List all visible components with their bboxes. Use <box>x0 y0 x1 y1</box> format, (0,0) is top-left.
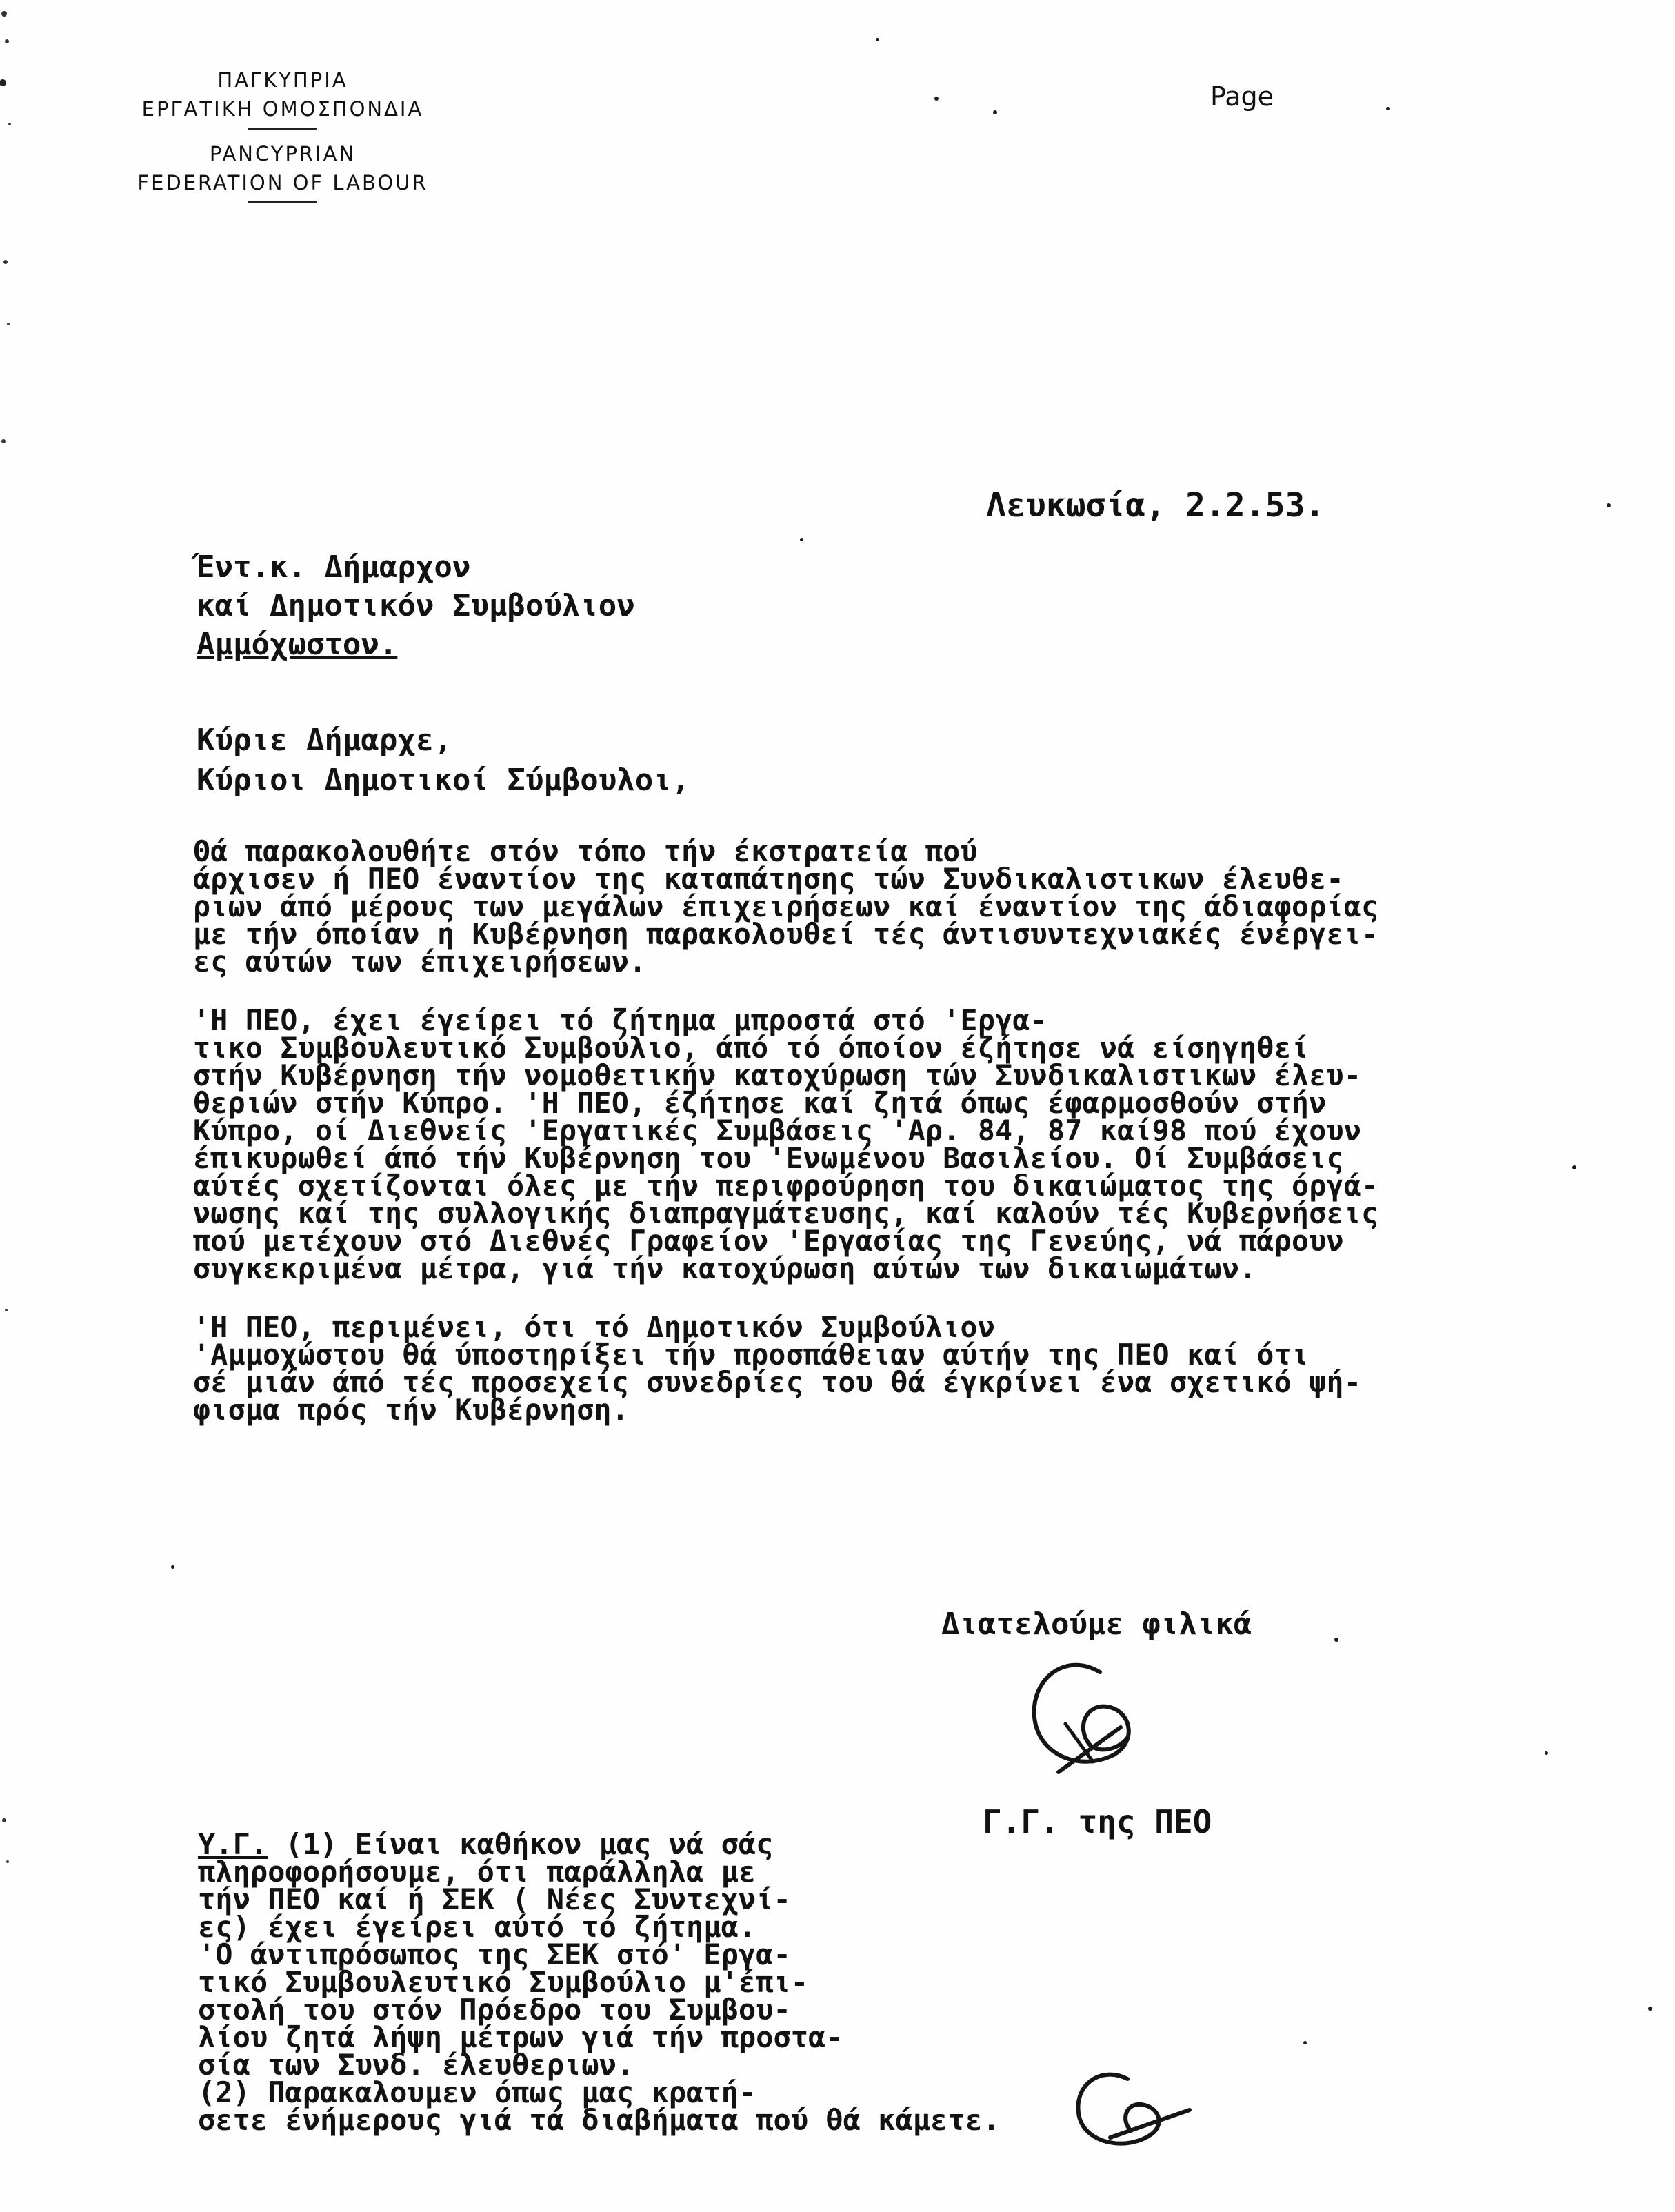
initials-mark <box>1062 2062 1193 2158</box>
postscript-first-line <box>198 1827 1000 1861</box>
page-mark: Page <box>1210 81 1274 112</box>
postscript-line: ες) έχει έγείρει αύτό τό ζήτημα. <box>198 1910 756 1944</box>
letter-body <box>193 834 1379 1427</box>
date-line: Λευκωσία, 2.2.53. <box>986 486 1325 525</box>
scan-edge-noise <box>0 0 28 2212</box>
signatory-title: Γ.Γ. της ΠΕΟ <box>983 1803 1212 1840</box>
body-line: 'Αμμοχώστου θά ύποστηρίξει τήν προσπάθειαν αύτήν της ΠΕΟ καί ότι <box>193 1338 1310 1371</box>
scan-speck <box>876 38 879 41</box>
scan-speck <box>800 538 803 541</box>
closing-phrase: Διατελούμε φιλικά <box>941 1607 1252 1642</box>
letterhead <box>90 66 476 213</box>
scan-speck <box>171 1565 174 1569</box>
letterhead-greek-line1: ΠΑΓΚΥΠΡΙΑ <box>217 68 348 92</box>
signature-mark <box>1017 1651 1155 1782</box>
body-line: ριων άπό μέρους των μεγάλων έπιχειρήσεων καί έναντίον της άδιαφορίας <box>193 889 1379 923</box>
scan-speck <box>1607 503 1611 507</box>
body-line: θεριών στήν Κύπρο. 'Η ΠΕΟ, έζήτησε καί ζητά όπως έφαρμοσθούν στήν <box>193 1086 1327 1120</box>
postscript-line: τικό Συμβουλευτικό Συμβούλιο μ'έπι- <box>198 1965 809 1999</box>
body-line: 'Η ΠΕΟ, έχει έγείρει τό ζήτημα μπροστά στό 'Εργα- <box>193 1003 1047 1037</box>
postscript-line: σετε ένήμερους γιά τά διαβήματα πού θά κάμετε. <box>198 2103 1001 2137</box>
body-line: Κύπρο, οί Διεθνείς 'Εργατικές Συμβάσεις 'Αρ. 84, 87 καί98 πού έχουν <box>193 1114 1362 1147</box>
salutation <box>197 721 690 801</box>
scan-speck <box>1648 2007 1652 2011</box>
body-line: Θά παρακολουθήτε στόν τόπο τήν έκστρατεία πού <box>193 834 978 868</box>
postscript-line: τήν ΠΕΟ καί ή ΣΕΚ ( Νέες Συντεχνί- <box>198 1882 791 1916</box>
postscript-line: σία των Συνδ. έλευθεριων. <box>198 2048 634 2082</box>
postscript-line: πληροφορήσουμε, ότι παράλληλα με <box>198 1855 756 1889</box>
letterhead-greek-line2: ΕΡΓΑΤΙΚΗ ΟΜΟΣΠΟΝΔΙΑ <box>141 97 424 121</box>
body-line: νωσης καί της συλλογικής διαπραγμάτευσης, καί καλούν τές Κυβερνήσεις <box>193 1196 1379 1230</box>
postscript <box>198 1827 1001 2137</box>
body-line: άρχισεν ή ΠΕΟ έναντίον της καταπάτησης τών Συνδικαλιστικων έλευθε- <box>193 862 1344 896</box>
body-paragraph-1 <box>193 834 1379 978</box>
scan-speck <box>934 97 939 101</box>
letterhead-english-line2: FEDERATION OF LABOUR <box>137 171 428 194</box>
body-line: πού μετέχουν στό Διεθνές Γραφείον 'Εργασίας της Γενεύης, νά πάρουν <box>193 1224 1344 1258</box>
recipient-line3: Αμμόχωστον. <box>197 627 398 662</box>
postscript-line: λίου ζητά λήψη μέτρων γιά τήν προστα- <box>198 2020 843 2054</box>
body-line: ες αύτών των έπιχειρήσεων. <box>193 945 647 978</box>
recipient-line2: καί Δημοτικόν Συμβούλιον <box>197 588 635 623</box>
scan-speck <box>1572 1165 1576 1169</box>
scan-speck <box>1303 2041 1307 2044</box>
salutation-line1: Κύριε Δήμαρχε, <box>197 723 452 758</box>
recipient-line1: Έντ.κ. Δήμαρχον <box>197 550 471 585</box>
body-paragraph-2 <box>193 1003 1379 1285</box>
body-line: με τήν όποίαν η Κυβέρνηση παρακολουθεί τές άντισυντεχνιακές ένέργει- <box>193 917 1379 951</box>
postscript-line: (2) Παρακαλουμεν όπως μας κρατή- <box>198 2075 756 2109</box>
body-paragraph-3 <box>193 1310 1378 1427</box>
body-line: αύτές σχετίζονται όλες με τήν περιφρούρηση του δικαιώματος της όργά- <box>193 1169 1379 1203</box>
postscript-line: 'Ο άντιπρόσωπος της ΣΕΚ στό' Εργα- <box>198 1938 791 1971</box>
postscript-label: Υ.Γ. <box>198 1827 268 1861</box>
body-line: στήν Κυβέρνηση τήν νομοθετικήν κατοχύρωση τών Συνδικαλιστικων έλευ- <box>193 1058 1362 1092</box>
body-line: σέ μιάν άπό τές προσεχείς συνεδρίες του θά έγκρίνει ένα σχετικό ψή- <box>193 1365 1362 1399</box>
scan-speck <box>993 110 997 114</box>
letterhead-divider-bottom <box>248 201 317 203</box>
body-line: 'Η ΠΕΟ, περιμένει, ότι τό Δημοτικόν Συμβούλιον <box>193 1310 996 1344</box>
salutation-line2: Κύριοι Δημοτικοί Σύμβουλοι, <box>197 763 690 798</box>
scan-speck <box>1545 1751 1548 1755</box>
body-line: τικο Συμβουλευτικό Συμβούλιο, άπό τό όποίον έζήτησε νά είσηγηθεί <box>193 1031 1310 1065</box>
scan-speck <box>1386 107 1390 110</box>
body-line: φισμα πρός τήν Κυβέρνηση. <box>193 1393 630 1427</box>
letterhead-english-line1: PANCYPRIAN <box>209 142 357 165</box>
body-line: συγκεκριμένα μέτρα, γιά τήν κατοχύρωση αύτών των δικαιωμάτων. <box>193 1251 1257 1285</box>
letterhead-divider <box>248 128 317 130</box>
recipient-address <box>197 548 635 664</box>
body-line: έπικυρωθεί άπό τήν Κυβέρνηση του 'Ενωμένου Βασιλείου. Οί Συμβάσεις <box>193 1141 1344 1175</box>
scan-speck <box>1334 1638 1338 1642</box>
postscript-line: στολή του στόν Πρόεδρο του Συμβου- <box>198 1993 791 2027</box>
postscript-line: (1) Είναι καθήκον μας νά σάς <box>268 1827 774 1861</box>
